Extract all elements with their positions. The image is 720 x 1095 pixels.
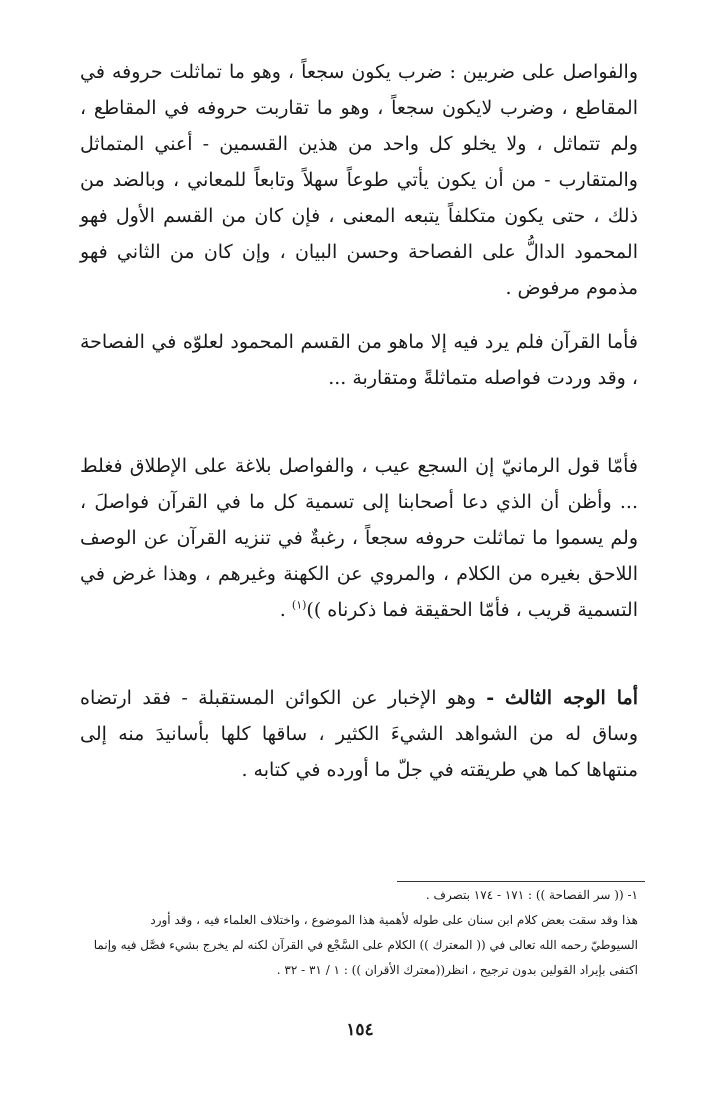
paragraph-text: وهو الإخبار عن الكوائن المستقبلة - فقد ارتضاه وساق له من الشواهد الشيءَ الكثير ، ساقها كلها بأسانيدَ منه إلى منتهاها كما هي طريقته في جلّ ما أورده في كتابه .	[80, 687, 638, 781]
paragraph-rummani-quote	[80, 448, 638, 628]
paragraph-quran-fawasil	[80, 324, 638, 396]
paragraph-text: والفواصل على ضربين : ضرب يكون سجعاً ، وهو ما تماثلت حروفه في المقاطع ، وضرب لايكون سجعاً ، وهو ما تقاربت حروفه في المقاطع ، ولم تتماثل ، ولا يخلو كل واحد من هذين القسمين - أعني المتماثل والمتقارب - من أن يكون يأتي طوعاً سهلاً وتابعاً للمعاني ، وبالضد من ذلك ، حتى يكون متكلفاً يتبعه المعنى ، فإن كان من القسم الأول فهو المحمود الدالُّ على الفصاحة وحسن البيان ، وإن كان من الثاني فهو مذموم مرفوض .	[80, 61, 638, 299]
section-lead-heading: أما الوجه الثالث -	[486, 687, 639, 709]
paragraph-fawasil-types	[80, 54, 638, 306]
footnotes-block	[80, 883, 638, 983]
page-number: ١٥٤	[346, 1020, 374, 1040]
paragraph-text: فأما القرآن فلم يرد فيه إلا ماهو من القسم المحمود لعلوّه في الفصاحة ، وقد وردت فواصله متماثلةً ومتقاربة ...	[80, 331, 638, 389]
paragraph-text: فأمّا قول الرمانيّ إن السجع عيب ، والفواصل بلاغة على الإطلاق فغلط ... وأظن أن الذي دعا أصحابنا إلى تسمية كل ما في القرآن فواصلَ ، ولم يسموا ما تماثلت حروفه سجعاً ، رغبةٌ في تنزيه القرآن عن الوصف اللاحق بغيره من الكلام ، والمروي عن الكهنة وغيرهم ، وهذا غرض في التسمية قريب ، فأمّا الحقيقة فما ذكرناه ))	[80, 455, 638, 621]
footnote-line: السيوطيّ رحمه الله تعالى في (( المعترك )) الكلام على السَّجْع في القرآن لكنه لم يخرج بشيء فصَّل فيه وإنما	[93, 938, 638, 952]
footnote-line: هذا وقد سقت بعض كلام ابن سنان على طوله لأهمية هذا الموضوع ، واختلاف العلماء فيه ، وقد أورد	[150, 913, 638, 927]
footnote-line: ١- (( سر الفصاحة )) : ١٧١ - ١٧٤ بتصرف .	[425, 888, 638, 902]
paragraph-third-aspect	[80, 680, 638, 788]
footnote-divider	[397, 881, 645, 882]
footnote-reference[interactable]: (١)	[291, 598, 307, 612]
paragraph-end: .	[279, 599, 292, 621]
footnote-line: اكتفى بإيراد القولين بدون ترجيح ، انظر((معترك الأقران )) : ١ / ٣١ - ٣٢ .	[276, 963, 638, 977]
